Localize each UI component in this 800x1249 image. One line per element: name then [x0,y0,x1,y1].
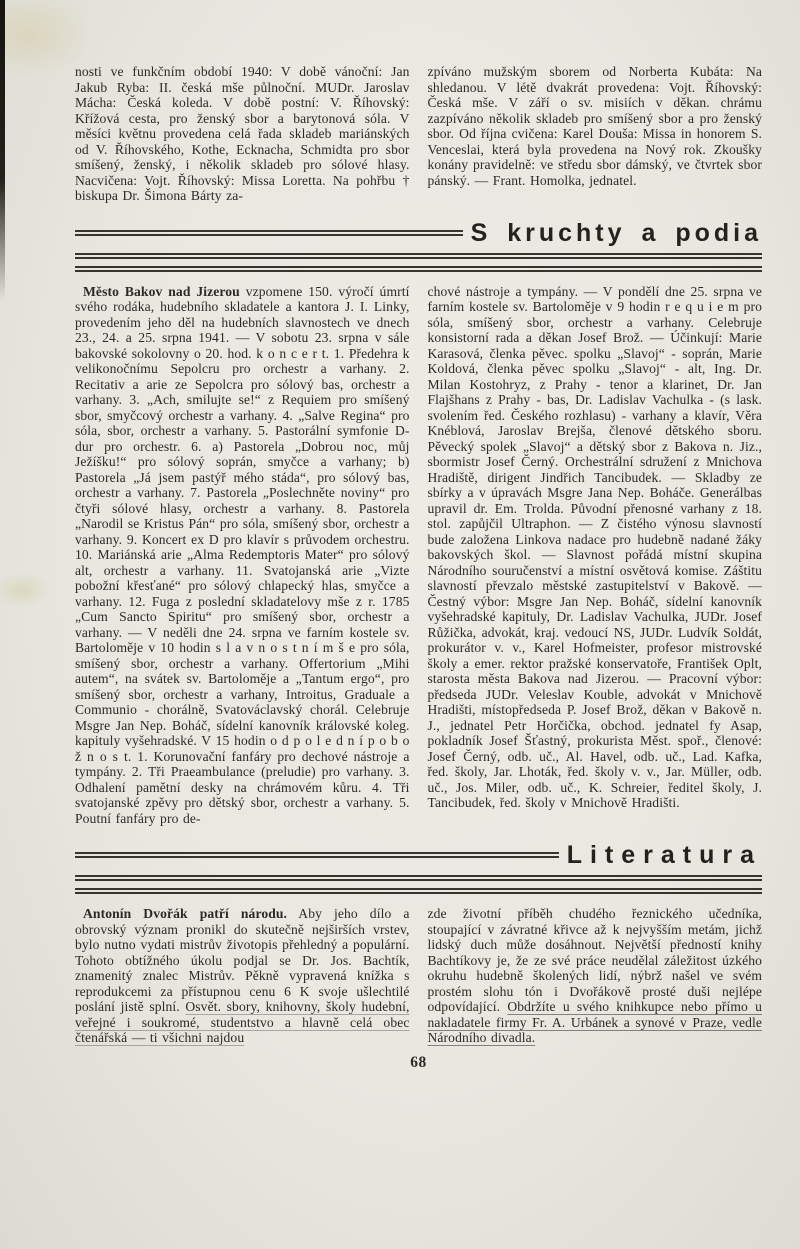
section-header-literatura [75,842,762,894]
article-text: vzpomene 150. výročí úmrtí svého rodáka, hudebního skladatele a kantora J. I. Linky, provedením jeho děl na hudebních slavnostech ve dnech 23., 24. a 25. srpna 1941. — V sobotu 23. srpna v sále bakovské sokolovny o 20. hod. k o n c e r t. 1. Předehra k velikonočnímu Sepolcru pro orchestr a varhany. 2. Recitativ a arie ze Sepolcra pro sólový bas, orchestr a varhany. 3. „Ach, smilujte se!“ z Requiem pro smíšený sbor, smyčcový orchestr a varhany. 4. „Salve Regina“ pro sóla, sbor, orchestr a varhany. 5. Pastorální symfonie D-dur pro orchestr. 6. a) Pastorela „Dobrou noc, můj Ježíšku!“ pro sólový soprán, smyčce a varhany; b) Pastorela „Já jsem pastýř mého stáda“, pro sólový bas, orchestr a varhany. 7. Pastorela „Poslechněte noviny“ pro čtyři sólové hlasy, orchestr a varhany. 8. Pastorela „Narodil se Kristus Pán“ pro sóla, smíšený sbor, orchestr a varhany. 9. Koncert ex D pro klavír s průvodem orchestru. 10. Mariánská arie „Alma Redemptoris Mater“ pro sólový alt, orchestr a varhany. 11. Svatojanská arie „Vizte pobožní křesťané“ pro sólový chlapecký hlas, smyčce a varhany. 12. Fuga z poslední skladatelovy mše z r. 1785 „Cum Sancto Spiritu“ pro smíšený sbor, orchestr a varhany. — V neděli dne 24. srpna ve farním kostele sv. Bartoloměje v 10 hodin s l a v n o s t n í m š e pro sóla, smíšený sbor, orchestr a varhany. Offertorium „Mihi autem“, na svátek sv. Bartoloměje a „Tantum ergo“, pro smíšený sbor, orchestr a varhany, Introitus, Graduale a Communio - chorálně, Svatováclavský chorál. Celebruje Msgre Jan Nep. Boháč, sídelní kanovník královské koleg. kapituly vyšehradské. V 15 hodin o d p o l e d n í p o b o ž n o s t. 1. Korunovační fanfáry pro dechové nástroje a tympány. 2. Tři Praeambulance (preludie) pro varhany. 3. Odhalení pamětní desky na chrámovém kůru. 4. Tři svatojanské zpěvy pro dětský sbor, orchestr a varhany. 5. Poutní fanfáry pro de- [75,283,410,826]
header-row [75,842,762,868]
article-lead-bakov: Město Bakov nad Jizerou [83,283,240,299]
section-kruchty-body [75,284,762,827]
literatura-right-column [428,906,763,1046]
kruchty-left-column [75,284,410,827]
top-right-column: zpíváno mužským sborem od Norberta Kubáta: Na shledanou. V létě dvakrát provedena: Vojt. Říhovský: Česká mše. V září o sv. misiích v děkan. chrámu zazpíváno několik skladeb pro smíšený sbor a pro ženský sbor. Od října cvičena: Karel Douša: Missa in honorem S. Venceslai, která byla provedena na Nový rok. Zkoušky konány pravidelně: ve středu sbor dámský, ve čtvrtek sbor pánský. — Frant. Homolka, jednatel. [427,64,762,188]
section-top-continuation [75,64,762,204]
page-number: 68 [410,1053,427,1071]
header-row [75,220,762,246]
double-rule [75,888,762,894]
article-text: zde životní příběh chudého řeznického učedníka, stoupající v závratné křivce až k nejvyšším metám, jichž lidský duch může dosáhnout. Největší předností knihy Bachtíkovy je, že ze své práce neudělal záležitost úzkého okruhu hudebně školených lidí, nýbrž našel ve svém prostém slohu tón i Dvořákově prosté duši nejlépe odpovídající. [427,906,762,1014]
double-rule [75,875,762,881]
double-rule [75,230,463,236]
section-title-literatura: Literatura [566,841,762,869]
double-rule [75,852,559,858]
reader-underlined-text: Osvět. sbory, knihovny, školy hudební, veřejné i soukromé, studentstvo a hlavně celá obec čtenářská — ti všichni najdou [75,999,410,1045]
double-rule [75,266,762,272]
section-header-kruchty [75,220,762,272]
section-literatura-body [75,906,762,1046]
literatura-left-column [75,906,410,1046]
section-title-kruchty: S kruchty a podia [470,218,762,247]
reader-underlined-text: Obdržíte u svého knihkupce nebo přímo u nakladatele firmy Fr. A. Urbánek a synové v Praze, vedle Národního divadla. [427,999,762,1045]
article-text: Aby jeho dílo a obrovský význam pronikl do skutečně nejširších vrstev, bylo nutno vydati mistrův životopis přehledný a populární. Tohoto obtížného úkolu podjal se Dr. Jos. Bachtík, znamenitý znalec Mistrův. Pěkně vypravená knížka s reprodukcemi za přístupnou cenu 6 K svoje ušlechtilé poslání jistě splní. [75,906,410,1014]
top-left-column: nosti ve funkčním období 1940: V době vánoční: Jan Jakub Ryba: II. česká mše půlnoční. MUDr. Jaroslav Mácha: Česká koleda. V době postní: V. Říhovský: Křížová cesta, pro ženský sbor a barytonová sóla. V měsíci květnu provedena celá řada skladeb mariánských od V. Říhovského, Kothe, Ecknacha, Schmidta pro sbor smíšený, ženský, i několik skladeb pro sólové hlasy. Nacvičena: Vojt. Říhovský: Missa Loretta. Na pohřbu † biskupa Dr. Šimona Bárty za- [75,64,410,203]
kruchty-right-column: chové nástroje a tympány. — V pondělí dne 25. srpna ve farním kostele sv. Bartoloměje v 9 hodin r e q u i e m pro sóla, smíšený sbor, orchestr a varhany. Celebruje konsistorní rada a děkan Josef Brož. — Účinkují: Marie Karasová, členka pěvec. spolku „Slavoj“ - soprán, Marie Koldová, členka pěvec spolku „Slavoj“ - alt, Ing. Dr. Milan Kostohryz, z Prahy - tenor a klarinet, Dr. Jan Flajšhans z Prahy - bas, Dr. Ladislav Vachulka - (s lask. svolením řed. Českého rozhlasu) - varhany a klavír, Věra Knéblová, Jaroslav Brejša, členové dětského sboru. Pěvecký spolek „Slavoj“ a dětský sbor z Bakova n. Jiz., sbormistr Josef Černý. Orchestrální sdružení z Mnichova Hradiště, dirigent Jindřich Tancibudek. — Skladby ze sbírky a v úpravách Msgre Jana Nep. Boháče. Generálbas upravil dr. Em. Trolda. Původní přenosné varhany z 18. stol. zapůjčil Ultraphon. — Z čistého výnosu slavností bude založena Linkova nadace pro hudebně nadané žáky bakovských škol. — Slavnost pořádá místní skupina Národního souručenství a místní osvětová komise. Záštitu slavností převzalo městské zastupitelství v Bakově. — Čestný výbor: Msgre Jan Nep. Boháč, sídelní kanovník vyšehradské kapituly, Dr. Ladislav Vachulka, JUDr. Josef Růžička, advokát, kraj. vedoucí NS, JUDr. Ludvík Soldát, prokurátor v. v., Karel Hofmeister, profesor mistrovské školy a emer. rektor pražské konservatoře, František Oplt, starosta města Bakova nad Jizerou. — Pracovní výbor: předseda JUDr. Veleslav Kouble, advokát v Mnichově Hradišti, místopředseda P. Josef Brož, děkan v Bakově n. J., jednatel Petr Horčička, obchod. jednatel fy Asap, pokladník Josef Šťastný, prokurista Měst. spoř., členové: Josef Černý, odb. uč., Al. Havel, odb. uč., Lad. Kafka, řed. školy, Jar. Lhoták, řed. školy v. v., Jar. Müller, odb. uč., Jos. Miler, odb. uč., K. Schreier, ředitel školy, J. Tancibudek, řed. školy v Mnichově Hradišti. [427,283,762,810]
double-rule [75,253,762,259]
article-lead-dvorak: Antonín Dvořák patří národu. [83,906,288,921]
